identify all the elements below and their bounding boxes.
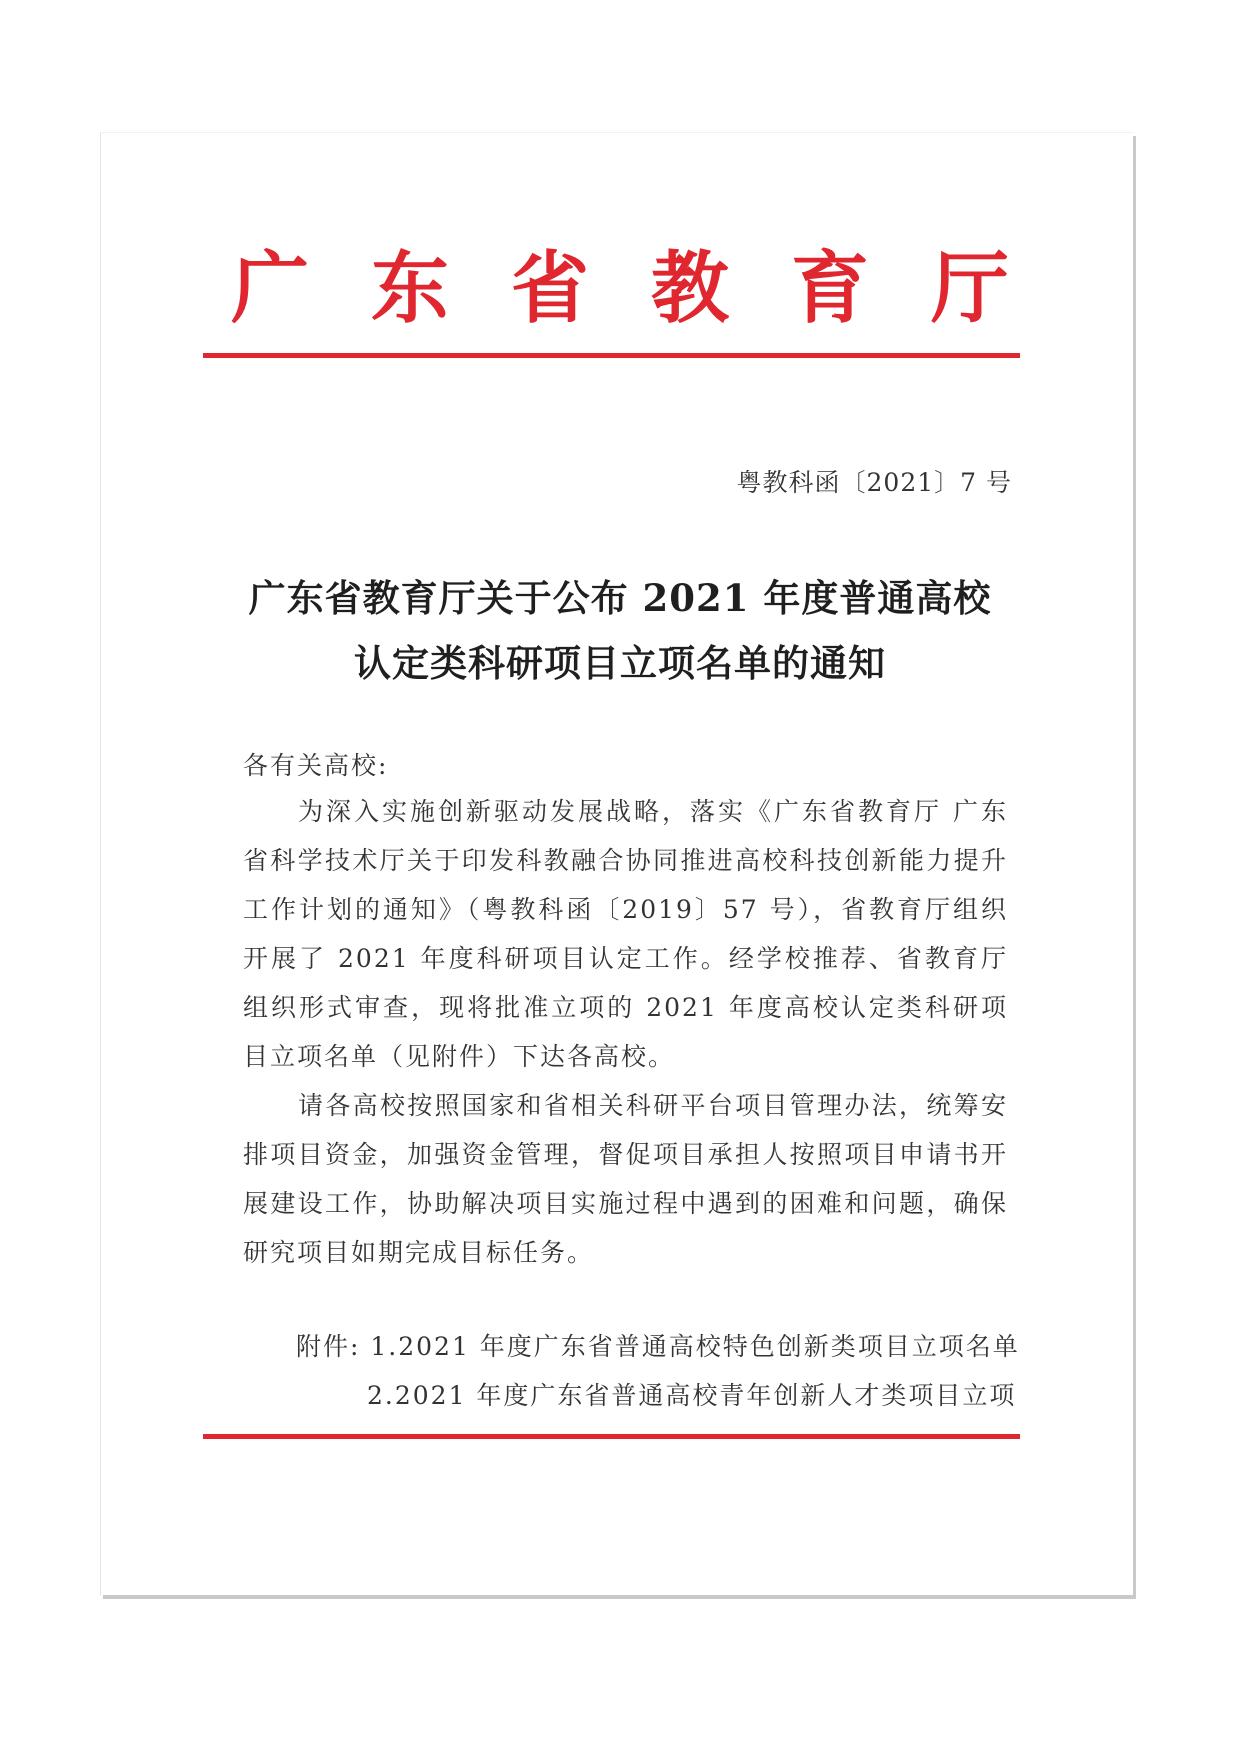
letterhead-char: 东 bbox=[370, 243, 449, 334]
document-title-line-2: 认定类科研项目立项名单的通知 bbox=[354, 641, 886, 685]
footer-divider bbox=[203, 1434, 1020, 1439]
letterhead-char: 厅 bbox=[930, 243, 1009, 334]
body-paragraph-1: 为深入实施创新驱动发展战略，落实《广东省教育厅 广东省科学技术厅关于印发科教融合协同推进高校科技创新能力提升工作计划的通知》（粤教科函〔2019〕57 号），省教育厅组织开展了 2021 年度科研项目认定工作。经学校推荐、省教育厅组织形式审查，现将批准立项的 2021 年度高校认定类科研项目立项名单（见附件）下达各高校。 bbox=[243, 797, 1008, 1071]
letterhead-divider bbox=[203, 353, 1020, 358]
document-title-line-1: 广东省教育厅关于公布 2021 年度普通高校 bbox=[248, 576, 992, 620]
document-number: 粤教科函〔2021〕7 号 bbox=[736, 468, 1012, 497]
attachment-line-2: 2.2021 年度广东省普通高校青年创新人才类项目立项 bbox=[367, 1381, 1017, 1410]
salutation: 各有关高校: bbox=[243, 751, 389, 780]
letterhead-char: 广 bbox=[230, 243, 309, 334]
letterhead-char: 育 bbox=[790, 243, 869, 334]
body-paragraph-2: 请各高校按照国家和省相关科研平台项目管理办法，统筹安排项目资金，加强资金管理，督促项目承担人按照项目申请书开展建设工作，协助解决项目实施过程中遇到的困难和问题，确保研究项目如期完成目标任务。 bbox=[243, 1091, 1008, 1267]
letterhead bbox=[230, 243, 1010, 334]
letterhead-char: 教 bbox=[650, 243, 729, 334]
attachment-line-1: 附件: 1.2021 年度广东省普通高校特色创新类项目立项名单 bbox=[296, 1332, 1020, 1361]
letterhead-char: 省 bbox=[510, 243, 589, 334]
